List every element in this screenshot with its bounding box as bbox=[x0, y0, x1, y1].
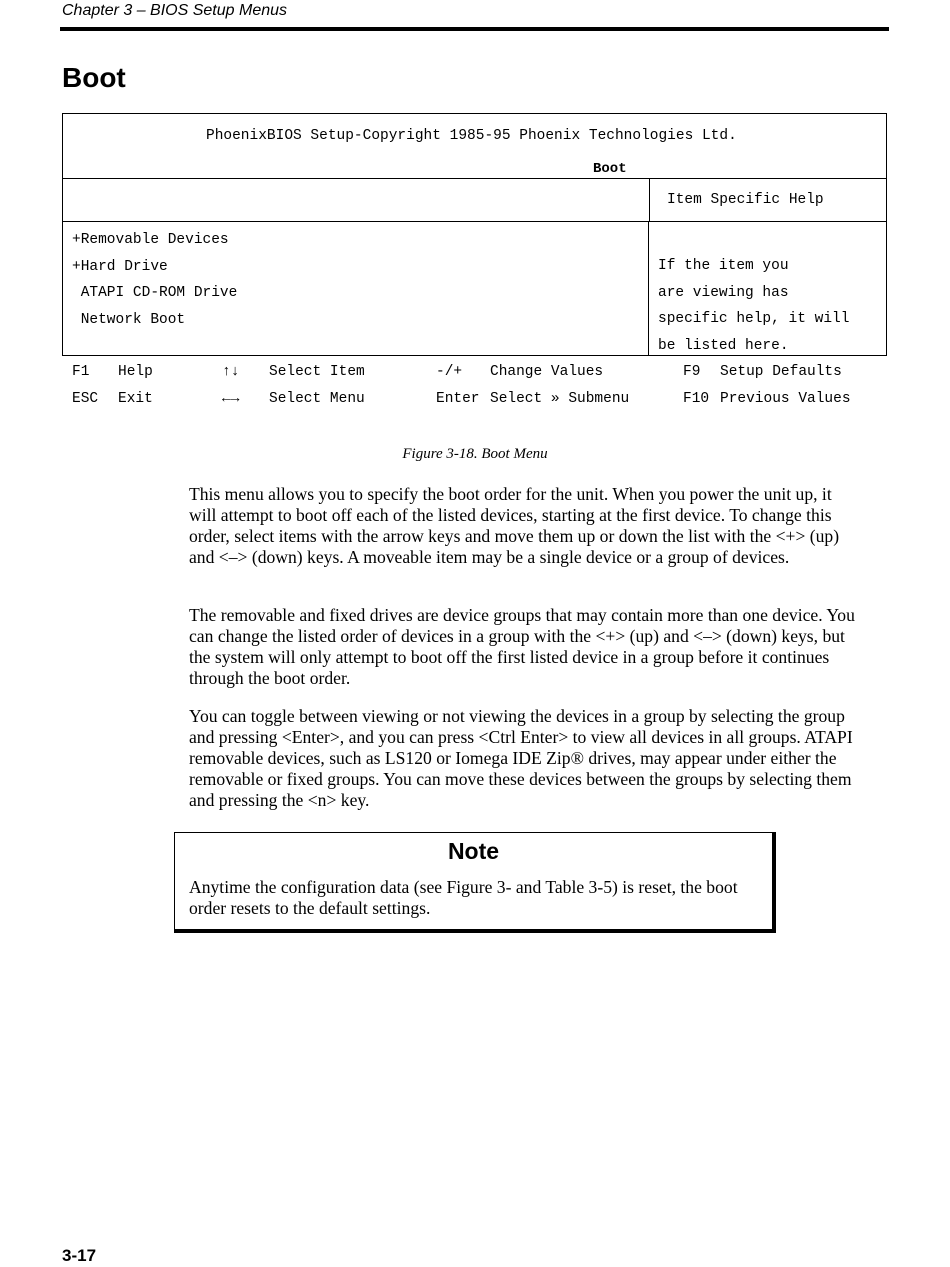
key-f9: F9 bbox=[683, 364, 701, 380]
key-f9-label: Setup Defaults bbox=[720, 364, 842, 380]
page-number: 3-17 bbox=[62, 1246, 97, 1265]
boot-item-hard-drive[interactable]: +Hard Drive bbox=[72, 258, 168, 275]
key-plus-minus: -/+ bbox=[436, 364, 463, 380]
help-line: If the item you bbox=[658, 258, 789, 274]
key-f1-label: Help bbox=[118, 364, 153, 380]
bios-menu-title: Boot bbox=[593, 161, 627, 177]
page-title: Boot bbox=[62, 62, 126, 93]
up-down-arrows-icon: ↑↓ bbox=[222, 364, 240, 380]
key-f1: F1 bbox=[72, 364, 90, 380]
body-paragraph: The removable and fixed drives are device groups that may contain more than one device. You can change the listed order of devices in a group with the <+> (up) and <–> (down) keys, but the system will only attempt to boot off the first listed device in a group before it continues through the boot order. bbox=[189, 605, 855, 688]
help-line: are viewing has bbox=[658, 284, 789, 301]
key-legend bbox=[72, 364, 851, 417]
chapter-header: Chapter 3 – BIOS Setup Menus bbox=[62, 2, 288, 19]
help-line: specific help, it will bbox=[658, 311, 850, 327]
help-line: be listed here. bbox=[658, 337, 789, 354]
note-title: Note bbox=[447, 838, 500, 864]
bios-help-header: Item Specific Help bbox=[667, 192, 824, 208]
key-left-right-label: Select Menu bbox=[269, 390, 365, 407]
key-legend-row bbox=[72, 390, 851, 418]
body-paragraph: You can toggle between viewing or not viewing the devices in a group by selecting the group and pressing <Enter>, and you can press <Ctrl Enter> to view all devices in all groups. ATAPI removable devices, such as LS120 or Iomega IDE Zip® drives, may appear under either the removable or fixed groups. You can move these devices between the groups by selecting them and pressing the <n> key. bbox=[189, 706, 853, 810]
boot-item-cdrom-drive[interactable]: ATAPI CD-ROM Drive bbox=[72, 285, 238, 301]
boot-item-network-boot[interactable]: Network Boot bbox=[72, 311, 186, 328]
bios-items-header bbox=[63, 179, 650, 221]
boot-item-removable-devices[interactable]: +Removable Devices bbox=[72, 232, 229, 248]
item-help-panel bbox=[649, 222, 886, 355]
key-f10: F10 bbox=[683, 390, 710, 407]
note-box bbox=[174, 832, 776, 933]
key-enter-label: Select » Submenu bbox=[490, 390, 630, 407]
header-rule bbox=[60, 27, 889, 31]
left-right-arrows-icon: ←→ bbox=[222, 390, 240, 407]
key-plus-minus-label: Change Values bbox=[490, 364, 604, 380]
bios-setup-screen bbox=[62, 113, 887, 356]
figure-caption: Figure 3-18. Boot Menu bbox=[402, 446, 548, 462]
key-enter: Enter bbox=[436, 390, 480, 407]
key-f10-label: Previous Values bbox=[720, 390, 851, 407]
key-arrows-label: Select Item bbox=[269, 364, 365, 380]
bios-copyright: PhoenixBIOS Setup-Copyright 1985-95 Phoenix Technologies Ltd. bbox=[206, 128, 737, 144]
key-legend-row bbox=[72, 364, 842, 391]
bios-body bbox=[63, 222, 886, 355]
key-esc-label: Exit bbox=[118, 390, 153, 407]
boot-device-list bbox=[63, 222, 649, 355]
key-esc: ESC bbox=[72, 390, 99, 407]
note-text: Anytime the configuration data (see Figure 3- and Table 3-5) is reset, the boot order resets to the default settings. bbox=[189, 877, 738, 918]
bios-header bbox=[63, 114, 886, 179]
body-paragraph: This menu allows you to specify the boot order for the unit. When you power the unit up, it will attempt to boot off each of the listed devices, starting at the first device. To change this order, select items with the arrow keys and move them up or down the list with the <+> (up) and <–> (down) keys. A moveable item may be a single device or a group of devices. bbox=[189, 484, 840, 567]
bios-column-header bbox=[63, 179, 886, 222]
